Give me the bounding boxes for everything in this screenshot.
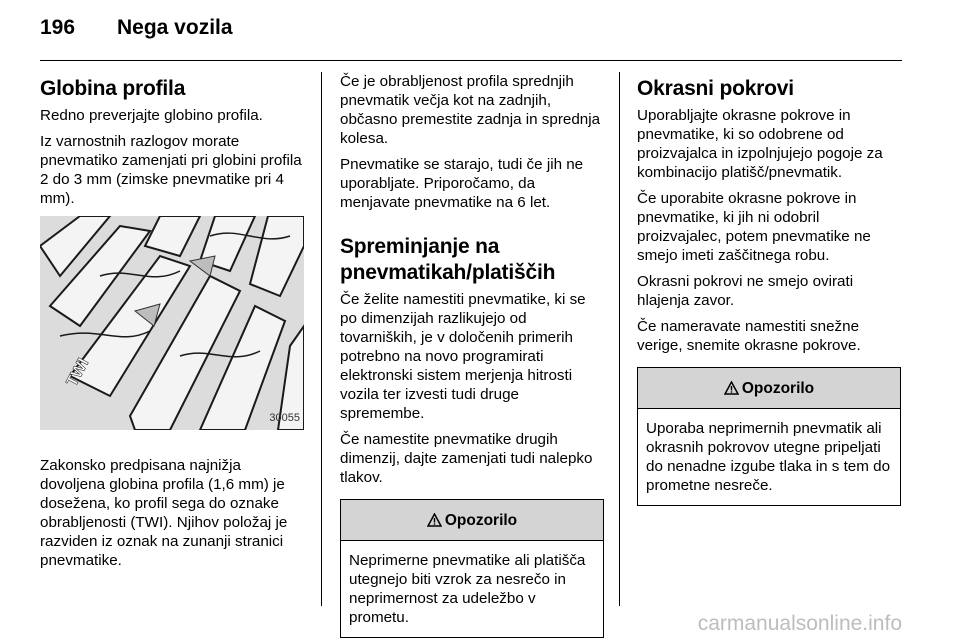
column-divider xyxy=(321,72,322,606)
warning-text: Uporaba neprimernih pnevmatik ali okrasnih pokrovov utegne pripeljati do nenadne izgube tlaka in s tem do prometne nesreče. xyxy=(646,420,891,494)
warning-title: Opozorilo xyxy=(444,511,518,529)
paragraph: Pnevmatike se starajo, tudi če jih ne uporabljate. Priporočamo, da menjavate pnevmatike na 6 let. xyxy=(340,156,584,211)
warning-box xyxy=(340,499,604,638)
section-heading: Globina profila xyxy=(40,77,186,100)
paragraph: Uporabljajte okrasne pokrove in pnevmatike, ki so odobrene od proizvajalca in izpolnjujejo pogoje za kombinacijo platišč/pnevmatik. xyxy=(637,107,883,181)
warning-header xyxy=(341,500,603,541)
paragraph: Redno preverjajte globino profila. xyxy=(40,107,263,124)
twi-label: TWI xyxy=(63,355,93,390)
column-divider xyxy=(619,72,620,606)
header-rule xyxy=(40,60,902,61)
paragraph: Če nameravate namestiti snežne verige, snemite okrasne pokrove. xyxy=(637,318,861,354)
column-3 xyxy=(637,72,901,506)
section-heading: Spreminjanje na pnevmatikah/platiščih xyxy=(340,235,556,284)
paragraph: Iz varnostnih razlogov morate pnevmatiko zamenjati pri globini profila 2 do 3 mm (zimske pnevmatike pri 4 mm). xyxy=(40,133,302,207)
figure-caption: Zakonsko predpisana najnižja dovoljena globina profila (1,6 mm) je dosežena, ko profil sega do oznake obrabljenosti (TWI). Njihov položaj je razviden iz oznak na zunanji stranici pnevmatike. xyxy=(40,457,288,569)
page-number: 196 xyxy=(40,16,76,39)
paragraph: Če uporabite okrasne pokrove in pnevmatike, ki jih ni odobril proizvajalec, potem pnevmatike ne smejo imeti zaščitnega robu. xyxy=(637,190,871,264)
chapter-title: Nega vozila xyxy=(117,16,233,39)
tire-tread-figure xyxy=(40,216,304,430)
warning-box xyxy=(637,367,901,506)
warning-triangle-icon xyxy=(427,513,442,527)
paragraph: Okrasni pokrovi ne smejo ovirati hlajenja zavor. xyxy=(637,273,854,309)
section-heading: Okrasni pokrovi xyxy=(637,77,794,100)
column-2 xyxy=(340,72,604,638)
warning-header xyxy=(638,368,900,409)
figure-number: 30055 xyxy=(269,412,300,424)
paragraph: Če želite namestiti pnevmatike, ki se po dimenzijah razlikujejo od tovarniških, je v določenih primerih potrebno na novo programirati elektronski sistem merjenja hitrosti vozila ter izvesti tudi druge spremembe. xyxy=(340,291,586,422)
watermark: carmanualsonline.info xyxy=(697,612,902,635)
page-header xyxy=(40,16,902,56)
paragraph: Če namestite pnevmatike drugih dimenzij, dajte zamenjati tudi nalepko tlakov. xyxy=(340,431,593,486)
tire-tread-illustration xyxy=(40,216,304,430)
column-1 xyxy=(40,72,304,577)
warning-title: Opozorilo xyxy=(741,379,815,397)
warning-triangle-icon xyxy=(724,381,739,395)
paragraph: Če je obrabljenost profila sprednjih pnevmatik večja kot na zadnjih, občasno premestite zadnja in sprednja kolesa. xyxy=(340,73,601,147)
warning-text: Neprimerne pnevmatike ali platišča utegnejo biti vzrok za nesrečo in neprimernost za udeležbo v prometu. xyxy=(349,552,586,626)
